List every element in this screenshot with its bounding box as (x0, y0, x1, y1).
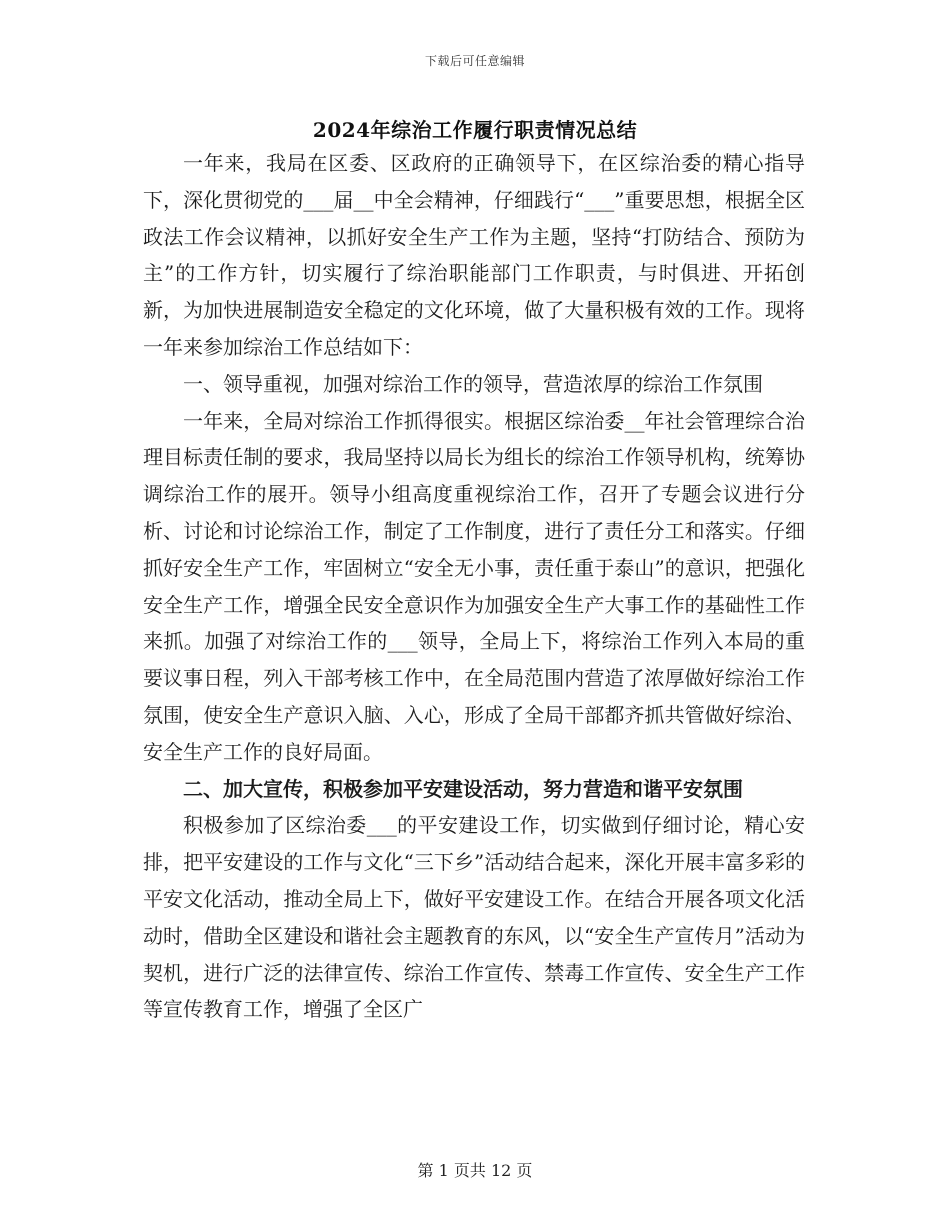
header-note: 下载后可任意编辑 (424, 54, 525, 68)
section-heading-1: 一、领导重视，加强对综治工作的领导，营造浓厚的综治工作氛围 (183, 371, 763, 396)
document-body (143, 145, 805, 1028)
intro-paragraph: 一年来，我局在区委、区政府的正确领导下，在区综治委的精心指导下，深化贯彻党的___届__中全会精神，仔细践行“___”重要思想，根据全区政法工作会议精神，以抓好安全生产工作为主题，坚持“打防结合、预防为主”的工作方针，切实履行了综治职能部门工作职责，与时俱进、开拓创新，为加快进展制造安全稳定的文化环境，做了大量积极有效的工作。现将一年来参加综治工作总结如下： (143, 151, 805, 359)
document-title: 2024年综治工作履行职责情况总结 (312, 118, 638, 142)
section-2-paragraph: 积极参加了区综治委___的平安建设工作，切实做到仔细讨论，精心安排，把平安建设的工作与文化“三下乡”活动结合起来，深化开展丰富多彩的平安文化活动，推动全局上下，做好平安建设工作。在结合开展各项文化活动时，借助全区建设和谐社会主题教育的东风，以“安全生产宣传月”活动为契机，进行广泛的法律宣传、综治工作宣传、禁毒工作宣传、安全生产工作等宣传教育工作，增强了全区广 (143, 813, 805, 1022)
section-1-paragraph: 一年来，全局对综治工作抓得很实。根据区综治委__年社会管理综合治理目标责任制的要求，我局坚持以局长为组长的综治工作领导机构，统筹协调综治工作的展开。领导小组高度重视综治工作，召开了专题会议进行分析、讨论和讨论综治工作，制定了工作制度，进行了责任分工和落实。仔细抓好安全生产工作，牢固树立“安全无小事，责任重于泰山”的意识，把强化安全生产工作，增强全民安全意识作为加强安全生产大事工作的基础性工作来抓。加强了对综治工作的___领导，全局上下，将综治工作列入本局的重要议事日程，列入干部考核工作中，在全局范围内营造了浓厚做好综治工作氛围，使安全生产意识入脑、入心，形成了全局干部都齐抓共管做好综治、安全生产工作的良好局面。 (143, 408, 805, 764)
page-number-footer: 第 1 页共 12 页 (417, 1161, 533, 1180)
section-heading-2: 二、加大宣传，积极参加平安建设活动，努力营造和谐平安氛围 (183, 776, 743, 801)
